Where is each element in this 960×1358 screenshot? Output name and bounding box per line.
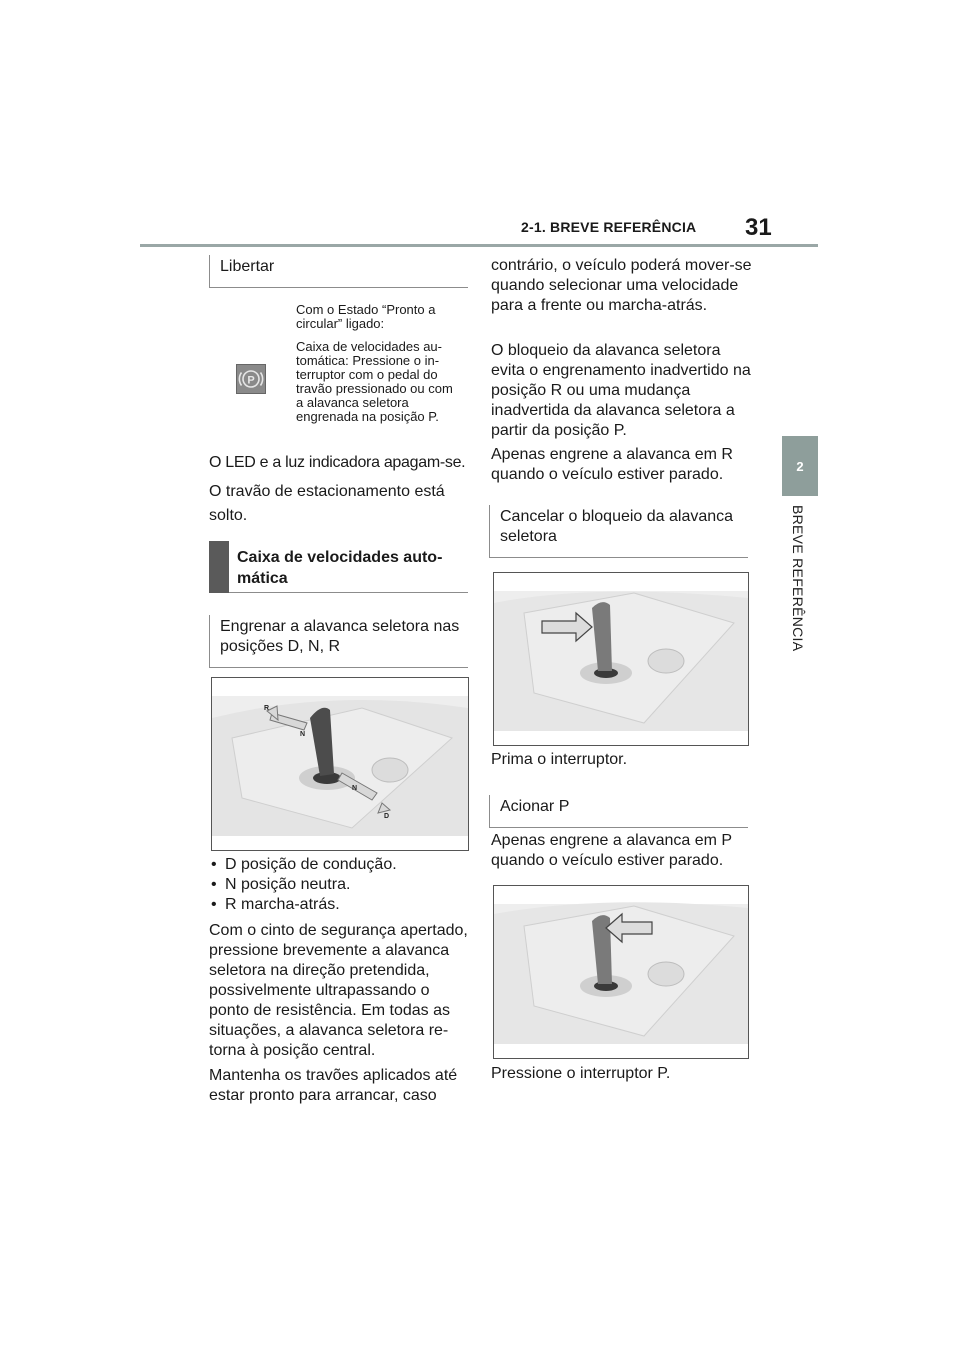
- engage-p-heading: [489, 795, 748, 828]
- chapter-number: 2: [796, 458, 804, 474]
- press-p-caption: Pressione o interruptor P.: [491, 1065, 671, 1082]
- chapter-side-label: BREVE REFERÊNCIA: [790, 505, 806, 652]
- parking-brake-icon: [236, 364, 266, 394]
- fig-label-n1: N: [300, 731, 306, 738]
- libertar-title: Libertar: [220, 258, 275, 275]
- automatic-gearbox-heading: [209, 541, 468, 593]
- park-switch-figure: [493, 885, 749, 1059]
- list-item: • D posição de condução.: [205, 855, 465, 875]
- section-header: 2-1. BREVE REFERÊNCIA: [521, 219, 697, 235]
- engage-lever-heading: [209, 615, 468, 668]
- gear-selector-figure: [211, 677, 469, 851]
- led-off-text: O LED e a luz indicadora apagam-se.: [209, 454, 466, 471]
- libertar-heading: [209, 255, 468, 288]
- list-item: • R marcha-atrás.: [205, 895, 465, 915]
- svg-text:P: P: [247, 374, 255, 387]
- cancel-lock-heading: [489, 505, 748, 558]
- libertar-note-2: Caixa de velocidades automática: Pressione o interruptor com o pedal do travão pressionado ou com a alavanca seletora engrenada na posição P.: [296, 339, 453, 424]
- lever-release-figure: [493, 572, 749, 746]
- chapter-tab: [782, 436, 818, 496]
- engage-p-title: Acionar P: [500, 798, 570, 815]
- press-switch-caption: Prima o interruptor.: [491, 751, 628, 768]
- list-item: • N posição neutra.: [205, 875, 465, 895]
- fig-label-r: R: [264, 705, 270, 712]
- brakes-note: Mantenha os travões aplicados até estar pronto para arrancar, caso: [209, 1067, 458, 1104]
- page-number: 31: [745, 214, 772, 241]
- seatbelt-instructions: Com o cinto de segurança apertado, pressione brevemente a alavanca seletora na direção pretendida, possivelmente ultrapassando o ponto de resistência. Em todas as situações, a alavanca seletora retorna à posição central.: [209, 922, 468, 1059]
- header-rule: [140, 244, 818, 247]
- gear-position-list: [205, 855, 465, 915]
- forward-reverse-note: contrário, o veículo poderá mover-se quando selecionar uma velocidade para a frente ou marcha-atrás.: [491, 257, 752, 314]
- fig-label-n2: N: [352, 785, 358, 792]
- libertar-note-1: Com o Estado “Pronto a circular” ligado:: [296, 302, 436, 331]
- fig-label-d: D: [384, 813, 390, 820]
- brake-released-text: O travão de estacionamento está solto.: [209, 483, 445, 524]
- lever-lock-description: O bloqueio da alavanca seletora evita o engrenamento inadvertido na posição R ou uma mudança inadvertida da alavanca seletora a partir da posição P.: [491, 342, 751, 439]
- automatic-gearbox-title: Caixa de velocidades automática: [229, 541, 468, 593]
- engage-p-note: Apenas engrene a alavanca em P quando o veículo estiver parado.: [491, 832, 732, 869]
- engage-lever-title: Engrenar a alavanca seletora nas posições D, N, R: [220, 618, 460, 655]
- engage-r-note: Apenas engrene a alavanca em R quando o veículo estiver parado.: [491, 446, 733, 483]
- cancel-lock-title: Cancelar o bloqueio da alavanca seletora: [500, 508, 734, 545]
